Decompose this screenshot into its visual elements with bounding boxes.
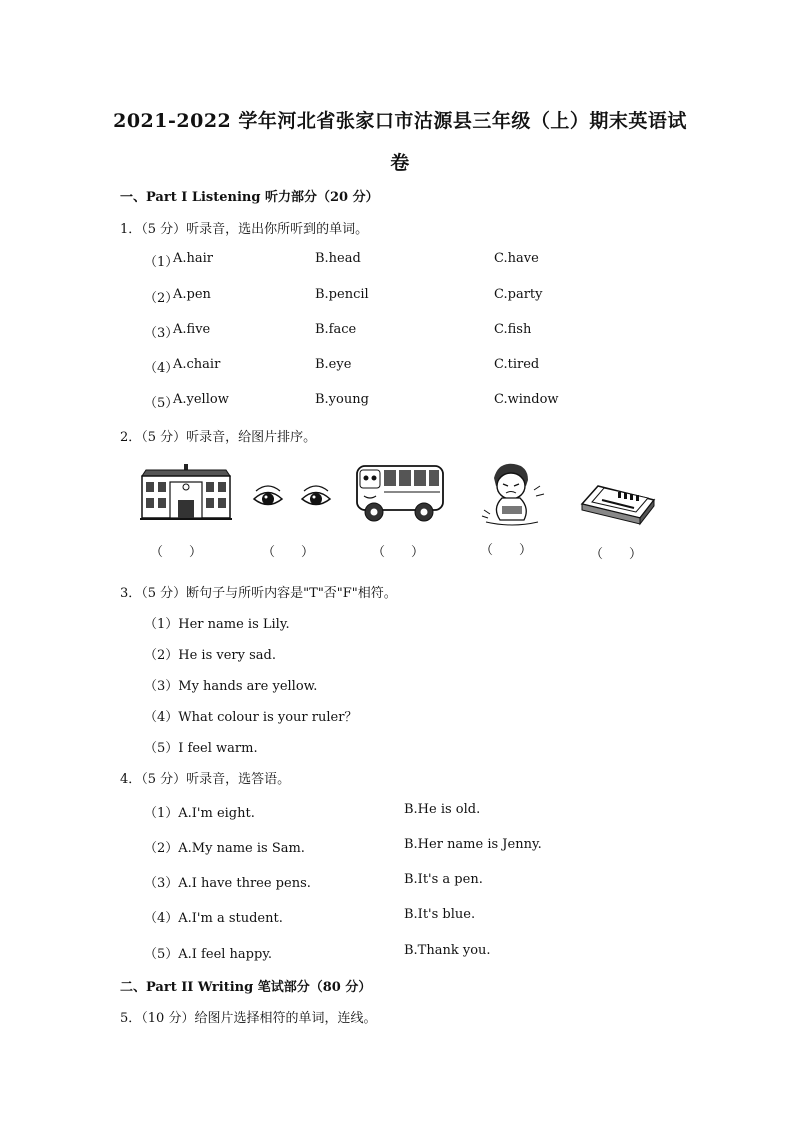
q4-option-a: （1）A.I'm eight. <box>144 806 255 821</box>
q1-option-c: C.have <box>494 251 539 266</box>
q3-item: （2）He is very sad. <box>144 648 276 663</box>
q4-option-b: B.Thank you. <box>404 943 491 958</box>
q1-option-c: C.fish <box>494 322 532 337</box>
q3-item: （1）Her name is Lily. <box>144 617 290 632</box>
q1-option-b: B.head <box>315 251 361 266</box>
q4-option-a: （2）A.My name is Sam. <box>144 841 305 856</box>
exam-title-line1: 2021-2022 学年河北省张家口市沽源县三年级（上）期末英语试 <box>113 110 687 132</box>
q1-option-b: B.eye <box>315 357 352 372</box>
q2-stem: 2．（5 分）听录音，给图片排序。 <box>120 430 317 445</box>
q4-stem: 4．（5 分）听录音，选答语。 <box>120 772 291 787</box>
q4-option-b: B.It's a pen. <box>404 872 483 887</box>
school-building-picture <box>138 462 234 522</box>
q2-answer-bracket[interactable]: （ ） <box>480 543 533 558</box>
q1-option-b: B.pencil <box>315 287 369 302</box>
q1-num: （1） <box>144 255 179 270</box>
q4-option-b: B.He is old. <box>404 802 481 817</box>
q1-num: （2） <box>144 291 179 306</box>
q4-option-a: （5）A.I feel happy. <box>144 947 273 962</box>
q1-num: （4） <box>144 361 179 376</box>
q1-num: （5） <box>144 396 179 411</box>
q1-stem: 1．（5 分）听录音，选出你所听到的单词。 <box>120 222 369 237</box>
q3-item: （5）I feel warm. <box>144 741 258 756</box>
tired-child-picture <box>472 460 552 530</box>
q1-option-a: A.yellow <box>173 392 229 407</box>
pencil-box-picture <box>578 478 658 526</box>
q2-answer-bracket[interactable]: （ ） <box>262 545 315 560</box>
q1-option-c: C.window <box>494 392 559 407</box>
q1-option-a: A.five <box>173 322 211 337</box>
q4-option-b: B.It's blue. <box>404 907 476 922</box>
q1-option-b: B.young <box>315 392 369 407</box>
eyes-picture <box>250 482 334 516</box>
q4-option-a: （3）A.I have three pens. <box>144 876 311 891</box>
q1-option-a: A.pen <box>173 287 211 302</box>
q1-option-b: B.face <box>315 322 357 337</box>
q2-answer-bracket[interactable]: （ ） <box>590 547 643 562</box>
q2-answer-bracket[interactable]: （ ） <box>150 545 203 560</box>
q1-num: （3） <box>144 326 179 341</box>
exam-title-line2: 卷 <box>390 152 410 174</box>
section-listening-heading: 一、Part I Listening 听力部分（20 分） <box>120 190 379 205</box>
q3-item: （4）What colour is your ruler？ <box>144 710 358 725</box>
q1-option-a: A.chair <box>173 357 221 372</box>
q1-option-c: C.tired <box>494 357 540 372</box>
bus-picture <box>354 462 446 524</box>
q1-option-a: A.hair <box>173 251 214 266</box>
q4-option-b: B.Her name is Jenny. <box>404 837 542 852</box>
q1-option-c: C.party <box>494 287 543 302</box>
q3-stem: 3．（5 分）断句子与所听内容是"T"否"F"相符。 <box>120 586 397 601</box>
q5-stem: 5．（10 分）给图片选择相符的单词，连线。 <box>120 1011 377 1026</box>
q2-answer-bracket[interactable]: （ ） <box>372 545 425 560</box>
q3-item: （3）My hands are yellow. <box>144 679 318 694</box>
section-writing-heading: 二、Part II Writing 笔试部分（80 分） <box>120 980 372 995</box>
q4-option-a: （4）A.I'm a student. <box>144 911 283 926</box>
